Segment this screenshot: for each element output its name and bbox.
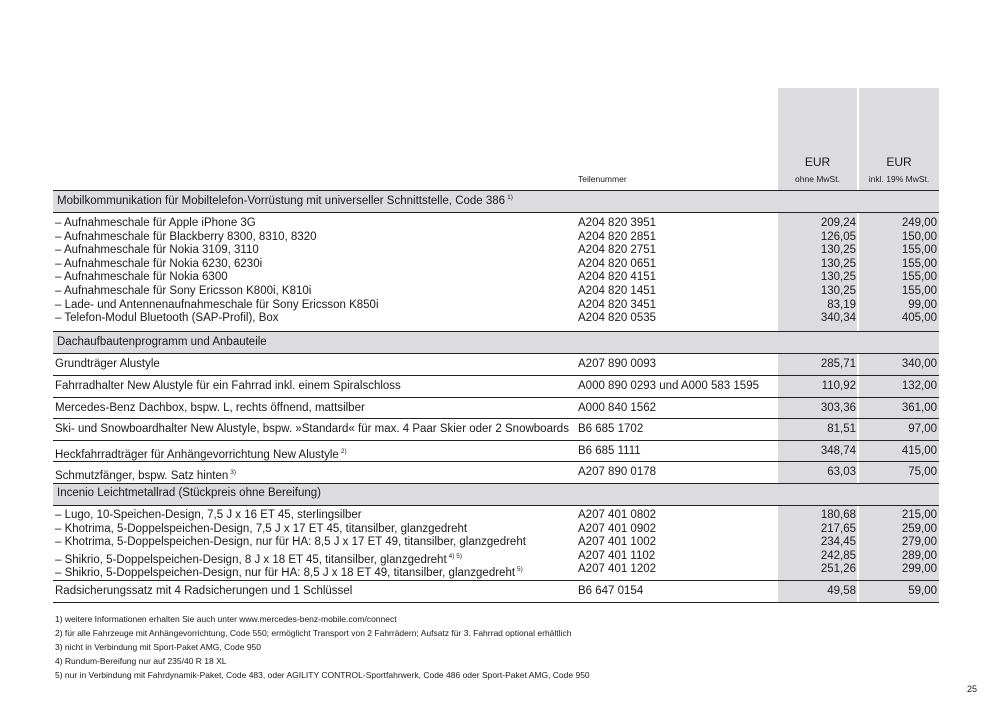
part-number: A000 890 0293 und A000 583 1595 [578, 380, 759, 392]
part-number-header: Teilenummer [578, 174, 627, 184]
item-description-text: – Aufnahmeschale für Nokia 3109, 3110 [55, 244, 259, 257]
footnote-ref: 4) 5) [448, 552, 463, 560]
footnote: 1) weitere Informationen erhalten Sie auch unter www.mercedes-benz-mobile.com/connect [55, 614, 397, 624]
item-description-text: – Shikrio, 5-Doppelspeichen-Design, nur für HA: 8,5 J x 18 ET 49, titansilber, glanzgedreht [55, 567, 516, 580]
price-gross: 99,00 [908, 298, 937, 311]
price-gross: 289,00 [901, 549, 937, 562]
part-number: A204 820 1451 [578, 285, 657, 297]
item-description-text: – Telefon-Modul Bluetooth (SAP-Profil), Box [55, 312, 279, 325]
price-gross: 132,00 [901, 380, 937, 392]
list-item [53, 271, 939, 285]
price-gross: 259,00 [901, 522, 937, 535]
price-gross: 279,00 [901, 536, 937, 549]
price-net: 110,92 [821, 380, 856, 392]
part-number: A207 401 1202 [578, 563, 657, 576]
price-gross: 299,00 [901, 563, 937, 576]
item-description-text: Ski- und Snowboardhalter New Alustyle, bspw. »Standard« für max. 4 Paar Skier oder 2 Snowboards [55, 423, 569, 435]
item-description [55, 466, 236, 484]
price-gross: 155,00 [901, 257, 937, 270]
table-row [53, 397, 939, 418]
table-row [53, 418, 939, 440]
table-row [53, 353, 939, 375]
item-description-text: – Lade- und Antennenaufnahmeschale für Sony Ericsson K850i [55, 298, 379, 311]
price-gross: 59,00 [908, 585, 937, 597]
item-description-text: – Khotrima, 5-Doppelspeichen-Design, 7,5 J x 17 ET 45, titansilber, glanzgedreht [55, 522, 468, 535]
item-description-text: Mercedes-Benz Dachbox, bspw. L, rechts öffnend, mattsilber [55, 402, 365, 414]
part-number: A207 890 0178 [578, 466, 657, 478]
footnote-ref: 2) [340, 448, 347, 455]
price-net: 83,19 [827, 298, 856, 311]
price-net: 130,25 [820, 244, 856, 257]
section-title: Incenio Leichtmetallrad (Stückpreis ohne Bereifung) [57, 487, 322, 499]
rule [53, 190, 939, 191]
price-net: 63,03 [827, 466, 856, 478]
footnote: 4) Rundum-Bereifung nur auf 235/40 R 18 XL [55, 656, 227, 666]
price-gross: 405,00 [901, 312, 937, 325]
price-gross: 155,00 [901, 271, 937, 284]
item-description [55, 523, 467, 537]
item-description [55, 563, 523, 581]
part-number: A204 820 3451 [578, 298, 657, 311]
part-number: A204 820 2751 [578, 244, 657, 257]
price-gross: 75,00 [908, 466, 937, 478]
list-item [53, 231, 939, 245]
part-number: A207 401 0802 [578, 509, 657, 521]
part-number: A204 820 0535 [578, 312, 657, 325]
price-net: 242,85 [820, 549, 856, 562]
price-net: 340,34 [820, 312, 856, 325]
item-description [55, 312, 279, 326]
footnote: 5) nur in Verbindung mit Fahrdynamik-Paket, Code 483, oder AGILITY CONTROL-Sportfahrwerk, Code 486 oder Sport-Paket AMG, Code 950 [55, 670, 590, 680]
part-number: A207 401 1002 [578, 536, 657, 549]
price-net: 234,45 [820, 536, 856, 549]
table-row [53, 440, 939, 461]
item-description-text: – Shikrio, 5-Doppelspeichen-Design, 8 J x 18 ET 45, titansilber, glanzgedreht [55, 553, 447, 566]
net-currency-header: EUR [804, 155, 831, 169]
gross-currency-header: EUR [886, 155, 912, 169]
item-description-text: Fahrradhalter New Alustyle für ein Fahrrad inkl. einem Spiralschloss [55, 380, 401, 392]
item-description [55, 258, 262, 272]
item-description [55, 380, 401, 394]
section-title: Mobilkommunikation für Mobiltelefon-Vorrüstung mit universeller Schnittstelle, Code 386 [57, 195, 506, 207]
price-gross: 155,00 [901, 244, 937, 257]
item-description-text: – Aufnahmeschale für Sony Ericsson K800i, K810i [55, 285, 312, 297]
part-number: A204 820 3951 [578, 217, 657, 229]
section-title: Dachaufbautenprogramm und Anbauteile [57, 336, 267, 348]
list-item [53, 536, 939, 550]
item-description-text: – Lugo, 10-Speichen-Design, 7,5 J x 16 ET 45, sterlingsilber [55, 509, 362, 521]
price-net: 130,25 [820, 271, 856, 284]
item-description [55, 285, 311, 299]
item-description [55, 358, 160, 372]
list-item [53, 523, 939, 537]
part-number: B6 685 1702 [578, 423, 644, 435]
list-item [53, 258, 939, 272]
price-gross: 215,00 [901, 509, 937, 521]
item-description [55, 585, 352, 599]
price-net: 285,71 [820, 358, 856, 370]
item-description [55, 402, 365, 416]
part-number: A000 840 1562 [578, 402, 657, 414]
price-gross: 97,00 [908, 423, 937, 435]
list-item [53, 509, 939, 523]
item-description-text: – Aufnahmeschale für Nokia 6230, 6230i [55, 257, 263, 270]
item-description-text: Grundträger Alustyle [55, 358, 160, 370]
item-description-text: – Aufnahmeschale für Nokia 6300 [55, 271, 228, 284]
list-item [53, 312, 939, 326]
gross-subheader: inkl. 19% MwSt. [868, 174, 930, 184]
price-net: 130,25 [820, 257, 856, 270]
item-description [55, 445, 347, 463]
table-row [53, 580, 939, 602]
item-description-text: – Aufnahmeschale für Blackberry 8300, 8310, 8320 [55, 230, 317, 243]
price-net: 130,25 [820, 285, 856, 297]
footnote-ref: 3) [230, 469, 237, 476]
footnote: 3) nicht in Verbindung mit Sport-Paket AMG, Code 950 [55, 642, 262, 652]
item-description [55, 217, 256, 231]
price-net: 348,74 [820, 445, 856, 457]
item-description-text: Radsicherungssatz mit 4 Radsicherungen und 1 Schlüssel [55, 585, 353, 597]
item-description-text: Schmutzfänger, bspw. Satz hinten [55, 470, 229, 482]
item-description [55, 271, 228, 285]
rule [53, 212, 939, 213]
price-gross: 249,00 [901, 217, 937, 229]
rule [53, 483, 939, 484]
table-row [53, 461, 939, 483]
item-description [55, 423, 569, 437]
page-number: 25 [967, 684, 978, 694]
item-description [55, 244, 259, 258]
item-description [55, 509, 362, 523]
price-net: 303,36 [820, 402, 856, 414]
item-description [55, 299, 379, 313]
list-item [53, 550, 939, 564]
list-item [53, 285, 939, 299]
price-net: 217,65 [820, 522, 856, 535]
price-net: 81,51 [827, 423, 856, 435]
item-description [55, 536, 526, 550]
mobile-items-block [53, 217, 939, 329]
part-number: B6 647 0154 [578, 585, 644, 597]
wheel-items-block [53, 509, 939, 579]
net-subheader: ohne MwSt. [795, 174, 840, 184]
part-number: A204 820 4151 [578, 271, 657, 284]
list-item [53, 217, 939, 231]
price-net: 49,58 [827, 585, 856, 597]
section-header-wheels [53, 483, 939, 505]
list-item [53, 299, 939, 313]
price-net: 180,68 [820, 509, 856, 521]
part-number: A204 820 0651 [578, 257, 657, 270]
price-gross: 361,00 [901, 402, 937, 414]
price-gross: 150,00 [901, 230, 937, 243]
part-number: A207 401 0902 [578, 522, 657, 535]
item-description-text: Heckfahrradträger für Anhängevorrichtung New Alustyle [55, 449, 339, 461]
list-item [53, 563, 939, 580]
rule [53, 505, 939, 506]
part-number: A207 890 0093 [578, 358, 657, 370]
footnote-ref: 1) [507, 194, 513, 201]
part-number: A204 820 2851 [578, 230, 657, 243]
footnote: 2) für alle Fahrzeuge mit Anhängevorrichtung, Code 550; ermöglicht Transport von 2 Fahrrädern; Aufsatz für 3. Fahrrad optional erhältlich [55, 628, 572, 638]
table-row [53, 375, 939, 397]
price-gross: 415,00 [901, 445, 937, 457]
footnote-ref: 5) [517, 566, 523, 574]
price-net: 251,26 [820, 563, 856, 576]
part-number: B6 685 1111 [578, 445, 641, 457]
price-gross: 340,00 [901, 358, 937, 370]
item-description-text: – Khotrima, 5-Doppelspeichen-Design, nur für HA: 8,5 J x 17 ET 49, titansilber, glanzgedreht [55, 536, 526, 549]
part-number: A207 401 1102 [578, 549, 656, 562]
price-gross: 155,00 [901, 285, 937, 297]
list-item [53, 244, 939, 258]
item-description-text: – Aufnahmeschale für Apple iPhone 3G [55, 217, 256, 229]
price-net: 209,24 [820, 217, 856, 229]
rule [53, 602, 939, 603]
item-description [55, 231, 316, 245]
section-header-roof [53, 332, 939, 353]
price-net: 126,05 [820, 230, 856, 243]
section-header-mobile [53, 190, 939, 212]
